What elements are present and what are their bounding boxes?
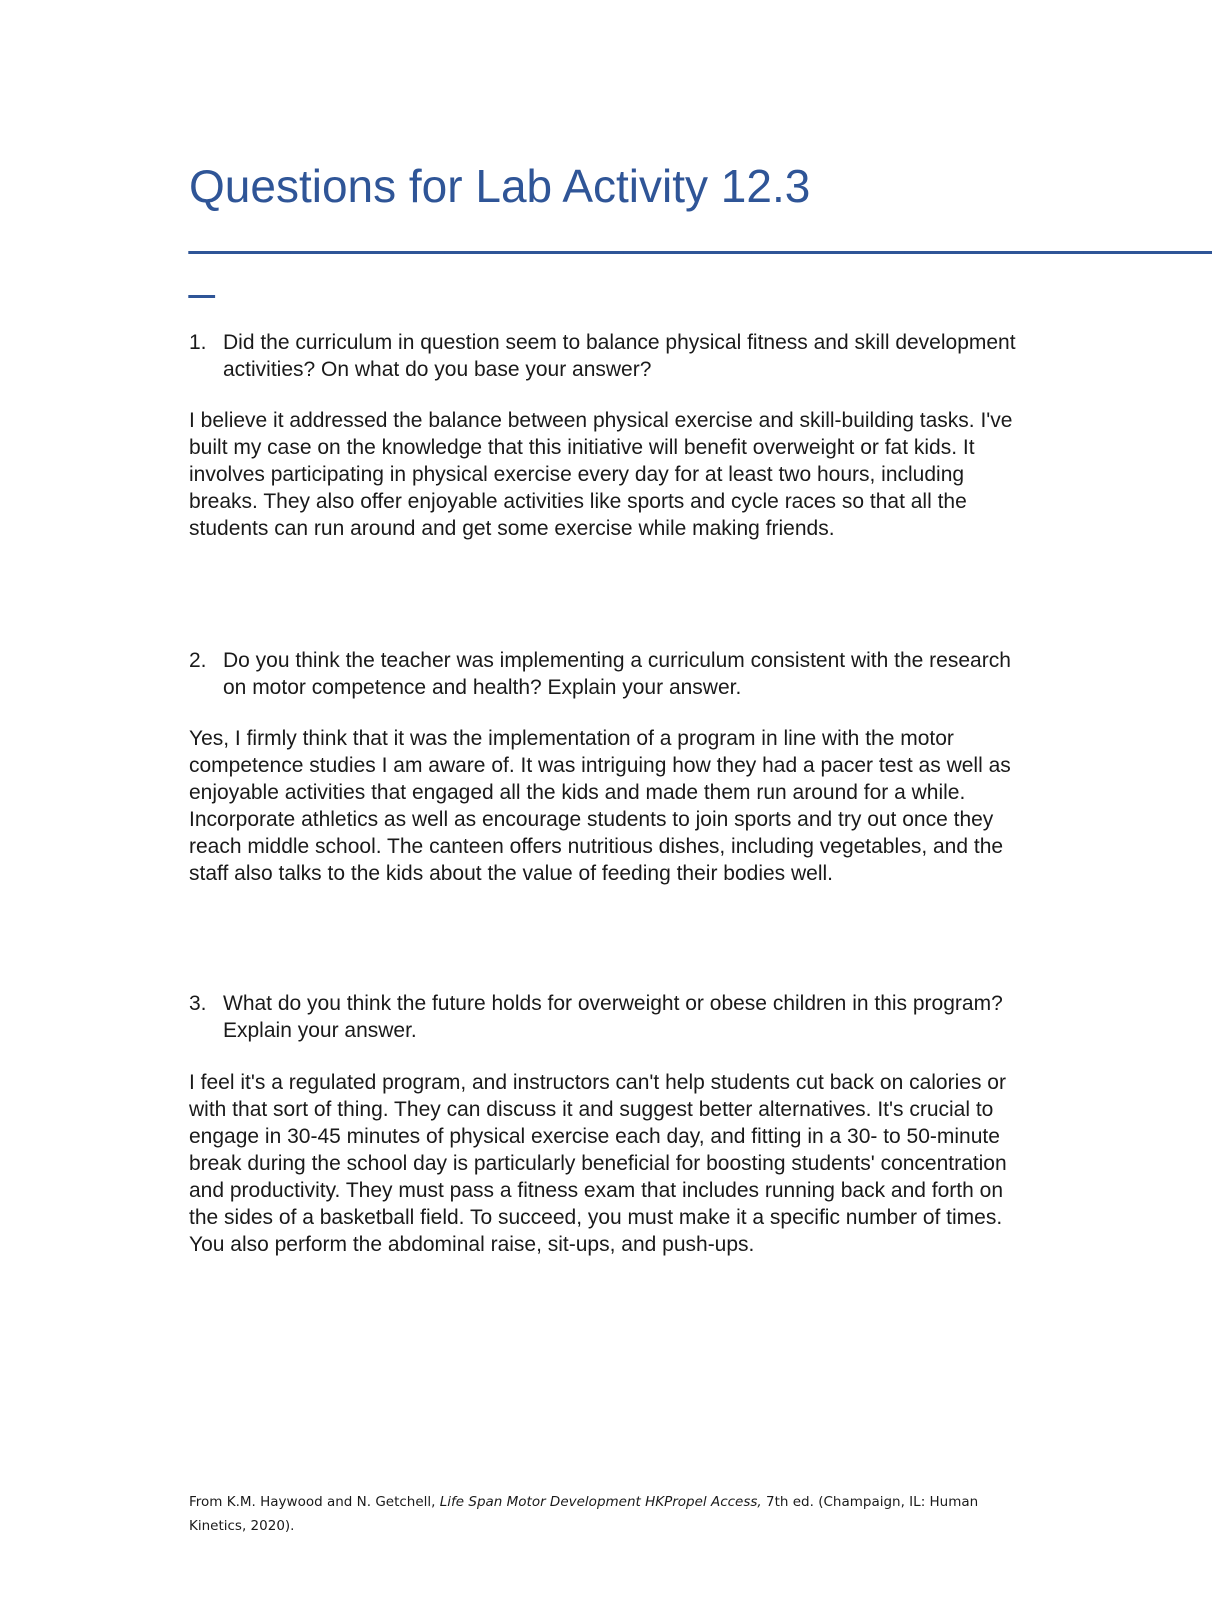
question-number: 1. — [189, 331, 207, 354]
question-text: Did the curriculum in question seem to balance physical fitness and skill development activities? On what do you base your answer? — [223, 331, 1016, 381]
answer-1: I believe it addressed the balance between physical exercise and skill-building tasks. I've built my case on the knowledge that this initiative will benefit overweight or fat kids. It involves participating in physical exercise every day for at least two hours, including breaks. They also offer enjoyable activities like sports and cycle races so that all the students can run around and get some exercise while making friends. — [189, 409, 1013, 540]
question-number: 3. — [189, 992, 207, 1015]
title-underline: ________________________________________ — [189, 203, 1212, 255]
citation-prefix: From K.M. Haywood and N. Getchell, — [189, 1494, 440, 1510]
question-text: What do you think the future holds for overweight or obese children in this program? Explain your answer. — [223, 992, 1003, 1042]
title-underline-tail: _ — [189, 247, 215, 299]
answer-3: I feel it's a regulated program, and instructors can't help students cut back on calories or with that sort of thing. They can discuss it and suggest better alternatives. It's crucial to engage in 30-45 minutes of physical exercise each day, and fitting in a 30- to 50-minute break during the school day is particularly beneficial for boosting students' concentration and productivity. They must pass a fitness exam that includes running back and forth on the sides of a basketball field. To succeed, you must make it a specific number of times. You also perform the abdominal raise, sit-ups, and push-ups. — [189, 1071, 1007, 1256]
citation-suffix: 7th ed. (Champaign, IL: Human Kinetics, 2020). — [189, 1494, 979, 1534]
citation-footer — [189, 1490, 1019, 1538]
question-1 — [189, 329, 1029, 383]
question-text: Do you think the teacher was implementing a curriculum consistent with the research on motor competence and health? Explain your answer. — [223, 649, 1011, 699]
question-2 — [189, 647, 1029, 701]
answer-2: Yes, I firmly think that it was the implementation of a program in line with the motor competence studies I am aware of. It was intriguing how they had a pacer test as well as enjoyable activities that engaged all the kids and made them run around for a while. Incorporate athletics as well as encourage students to join sports and try out once they reach middle school. The canteen offers nutritious dishes, including vegetables, and the staff also talks to the kids about the value of feeding their bodies well. — [189, 727, 1011, 885]
question-3 — [189, 990, 1029, 1044]
citation-book-title: Life Span Motor Development HKPropel Access, — [439, 1494, 762, 1510]
question-number: 2. — [189, 649, 207, 672]
page-title: Questions for Lab Activity 12.3 — [189, 160, 811, 212]
